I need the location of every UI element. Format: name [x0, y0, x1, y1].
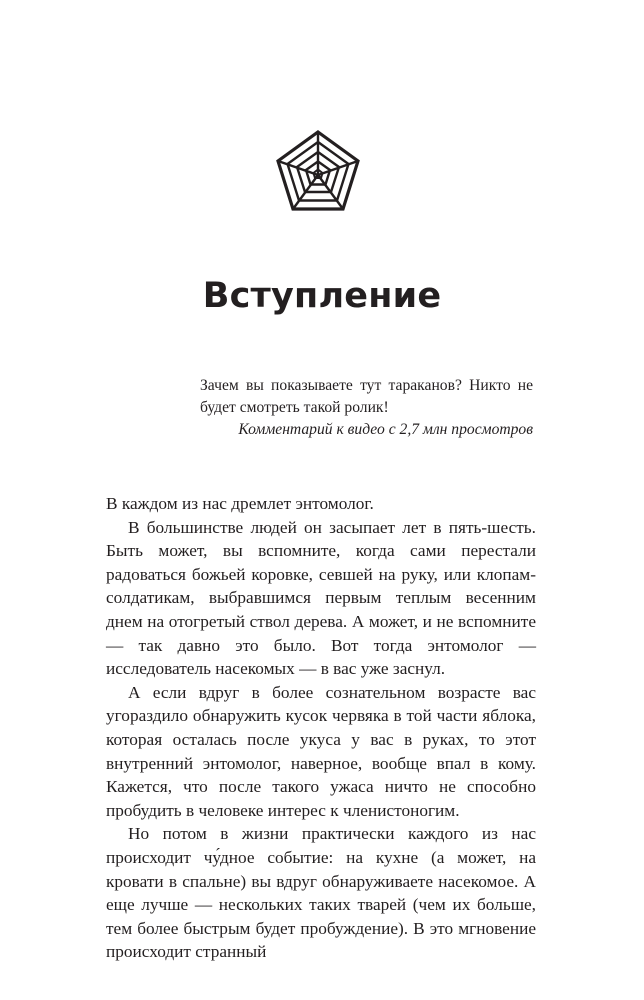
spider-web-icon — [276, 130, 360, 212]
paragraph: А если вдруг в более сознательном возрасте вас угораздило обнаружить кусок червяка в той части яблока, которая осталась после укуса у вас в руках, то этот внутренний энтомолог, наверное, вообще впал в кому. Кажется, что после такого ужаса ничто не способно пробудить в человеке интерес к членистоногим. — [106, 682, 536, 820]
chapter-title: Вступление — [202, 276, 442, 316]
paragraph: Но потом в жизни практически каждого из нас происходит чу́дное событие: на кухне (а может, на кровати в спальне) вы вдруг обнаруживаете насекомое. А еще лучше — нескольких таких тварей (чем их больше, тем более быстрым будет пробуждение). В это мгновение происходит странный — [106, 824, 536, 962]
paragraph: В большинстве людей он засыпает лет в пять-шесть. Быть может, вы вспомните, когда сами перестали радоваться божьей коровке, севшей на руку, или клопам-солдатикам, выбравшимся первым теплым весенним днем на отогретый ствол дерева. А может, и не вспомните — так давно это было. Вот тогда энтомолог — исследователь насекомых — в вас уже заснул. — [106, 517, 536, 679]
epigraph-source: Комментарий к видео с 2,7 млн просмотров — [238, 421, 533, 438]
body-text — [106, 492, 536, 964]
epigraph-text: Зачем вы показываете тут тараканов? Никто не будет смотреть такой ролик! — [200, 377, 533, 416]
paragraph: В каждом из нас дремлет энтомолог. — [106, 494, 374, 513]
epigraph — [200, 375, 533, 441]
